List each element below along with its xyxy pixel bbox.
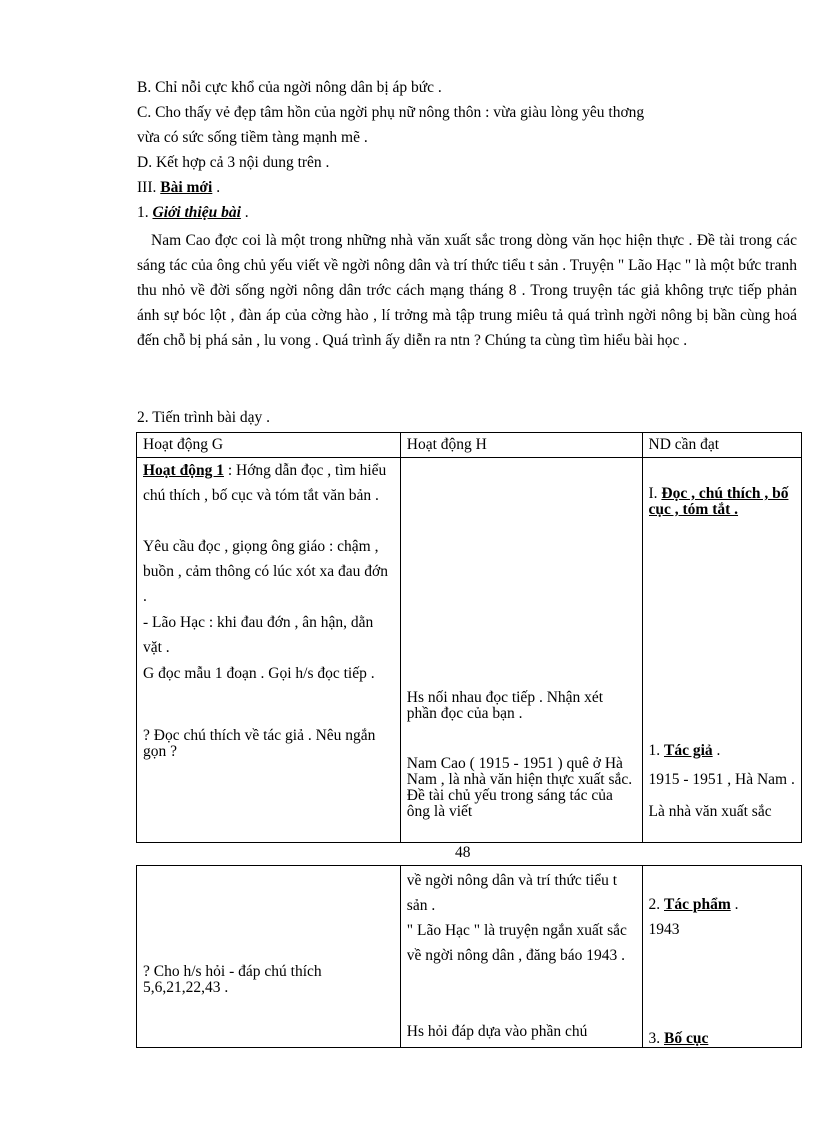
option-d: D. Kết hợp cả 3 nội dung trên .	[137, 154, 330, 171]
section-3-title: Bài mới	[160, 179, 213, 196]
author-info: Nam Cao ( 1915 - 1951 ) quê ở Hà Nam , là nhà văn hiện thực xuất sắc. Đề tài chủ yếu trong sáng tác của ông là viết	[406, 755, 633, 820]
section-3-heading	[137, 178, 220, 198]
nd-author-prefix: 1.	[648, 742, 664, 759]
lao-hac-voice: - Lão Hạc : khi đau đớn , ân hận, dằn vặt .	[143, 614, 374, 656]
col-g-cell-2	[137, 866, 401, 1048]
page-number: 48	[455, 844, 471, 861]
option-c-line1: C. Cho thấy vẻ đẹp tâm hồn của ngời phụ nữ nông thôn : vừa giàu lòng yêu thơng	[137, 104, 645, 121]
students-qa: Hs hỏi đáp dựa vào phần chú	[406, 1023, 588, 1040]
option-b: B. Chỉ nỗi cực khổ của ngời nông dân bị áp bức .	[137, 79, 442, 96]
students-read: Hs nối nhau đọc tiếp . Nhận xét phần đọc của bạn .	[406, 689, 604, 722]
lao-hac-info: " Lão Hạc " là truyện ngắn xuất sắc về ngời nông dân , đăng báo 1943 .	[406, 922, 627, 964]
header-nd-can-dat: ND cần đạt	[642, 433, 802, 458]
nd-section-1-title: Đọc , chú thích , bố cục , tóm tắt .	[648, 485, 789, 518]
section-1-prefix: 1.	[137, 204, 153, 221]
nd-author-years: 1915 - 1951 , Hà Nam .	[648, 771, 795, 788]
section-1-suffix: .	[240, 204, 249, 221]
question-author: ? Đọc chú thích về tác giả . Nêu ngắn gọn ?	[143, 727, 376, 760]
nd-author-suffix: .	[712, 742, 721, 759]
nd-structure-title: Bố cục	[664, 1030, 709, 1047]
author-info-cont: về ngời nông dân và trí thức tiểu t sản .	[406, 872, 618, 914]
section-3-prefix: III.	[137, 179, 161, 196]
activity-1-text	[143, 458, 394, 508]
activity-1-title: Hoạt động 1	[143, 462, 224, 479]
reading-requirement: Yêu cầu đọc , giọng ông giáo : chậm , buồn , cảm thông có lúc xót xa đau đớn .	[143, 538, 388, 605]
lesson-table-continued	[136, 865, 802, 1048]
section-2-heading: 2. Tiến trình bài dạy .	[137, 409, 271, 426]
nd-section-1-prefix: I.	[648, 485, 662, 502]
lesson-table	[136, 432, 802, 843]
col-nd-cell-2	[642, 866, 802, 1048]
header-hoat-dong-h: Hoạt động H	[400, 433, 642, 458]
teacher-reads: G đọc mẫu 1 đoạn . Gọi h/s đọc tiếp .	[143, 665, 375, 682]
nd-author-title: Tác giả	[664, 742, 713, 759]
nd-work-heading	[649, 892, 796, 917]
col-h-cell-2	[400, 866, 642, 1048]
nd-structure-prefix: 3.	[648, 1030, 664, 1047]
section-1-title: Giới thiệu bài	[152, 204, 241, 221]
col-h-cell	[400, 458, 642, 843]
activity-1-desc: : Hớng dẫn đọc , tìm hiểu chú thích , bố cục và tóm tắt văn bản .	[143, 462, 387, 504]
section-1-heading	[137, 203, 249, 223]
nd-work-suffix: .	[730, 896, 739, 913]
intro-paragraph: Nam Cao đợc coi là một trong những nhà văn xuất sắc trong dòng văn học hiện thực . Đề tài trong các sáng tác của ông chủ yếu viết về ngời nông dân và trí thức tiểu t sản . Truyện " Lão Hạc " là một bức tranh thu nhỏ về đời sống ngời nông dân trớc cách mạng tháng 8 . Trong truyện tác giả không trực tiếp phản ánh sự bóc lột , đàn áp của cờng hào , lí trởng mà tập trung miêu tả quá trình ngời nông bị bần cùng hoá đến chỗ bị phá sản , lu vong . Quá trình ấy diễn ra ntn ? Chúng ta cùng tìm hiểu bài học .	[137, 232, 797, 349]
nd-author-desc: Là nhà văn xuất sắc	[648, 803, 772, 820]
option-c-line2: vừa có sức sống tiềm tàng mạnh mẽ .	[137, 129, 368, 146]
nd-section-1	[649, 486, 796, 518]
col-g-cell	[137, 458, 401, 843]
question-annotations: ? Cho h/s hỏi - đáp chú thích 5,6,21,22,43 .	[143, 963, 322, 996]
nd-author-heading	[649, 738, 796, 763]
col-nd-cell	[642, 458, 802, 843]
nd-work-year: 1943	[648, 921, 680, 938]
section-3-suffix: .	[212, 179, 221, 196]
nd-work-title: Tác phẩm	[664, 896, 731, 913]
nd-structure-heading	[649, 1026, 796, 1047]
nd-work-prefix: 2.	[648, 896, 664, 913]
header-hoat-dong-g: Hoạt động G	[137, 433, 401, 458]
